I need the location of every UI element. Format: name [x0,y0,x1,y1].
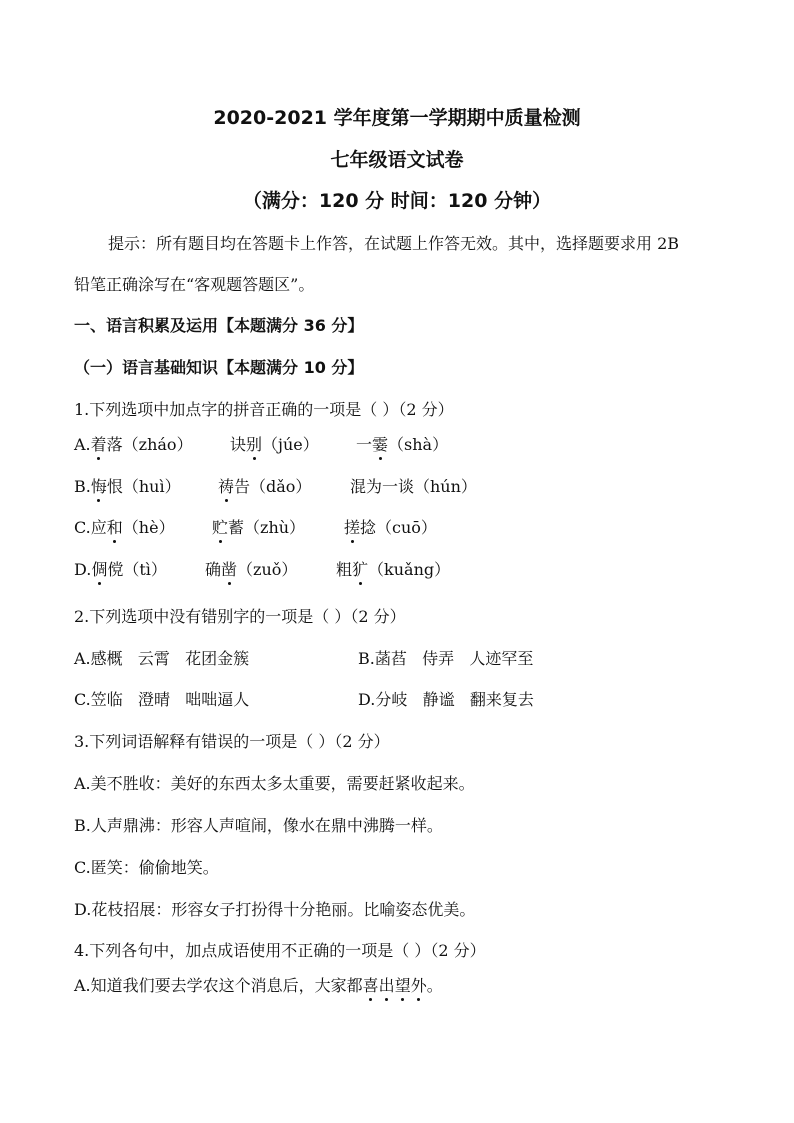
q1-option-a-word-2: 诀别（júe） [230,435,319,454]
exam-subtitle: 七年级语文试卷 [330,149,464,171]
dotted-char: 霎 [372,435,389,454]
q1-option-c-word-2: 贮蓄（zhù） [212,518,306,537]
q2-option-c[interactable]: C.笠临 澄晴 咄咄逼人 [74,690,250,709]
notice-line-1: 提示：所有题目均在答题卡上作答，在试题上作答无效。其中，选择题要求用 2B [108,234,680,253]
q1-option-b-word-2: 祷告（dǎo） [218,477,312,496]
question-4-stem: 4.下列各句中，加点成语使用不正确的一项是（ ）（2 分） [74,941,486,960]
dotted-char: 贮 [212,518,229,537]
dotted-char: 望 [394,976,411,995]
dotted-char: 倜 [91,560,108,579]
dotted-char: 祷 [218,477,235,496]
q1-option-d-word-2: 确凿（zuǒ） [205,560,298,579]
dotted-char: 喜 [362,976,379,995]
q3-option-b[interactable]: B.人声鼎沸：形容人声喧闹，像水在鼎中沸腾一样。 [74,816,443,835]
dotted-char: 着 [90,435,107,454]
dotted-char: 和 [106,518,123,537]
notice-line-2: 铅笔正确涂写在“客观题答题区”。 [74,275,315,294]
dotted-char: 出 [378,976,395,995]
dotted-char: 搓 [344,518,361,537]
option-label: D. [74,560,92,579]
option-label: A. [74,435,91,454]
section-heading: 一、语言积累及运用【本题满分 36 分】 [74,316,364,335]
q1-option-b[interactable]: B.悔恨（huì） [74,477,181,496]
q4-option-a[interactable]: A.知道我们要去学农这个消息后，大家都喜出望外。 [74,976,443,995]
q1-option-a-word-3: 一霎（shà） [356,435,449,454]
dotted-char: 犷 [352,560,369,579]
q3-option-c[interactable]: C.匿笑：偷偷地笑。 [74,858,219,877]
q2-option-a[interactable]: A.感概 云霄 花团金簇 [74,649,250,668]
question-2-stem: 2.下列选项中没有错别字的一项是（ ）（2 分） [74,607,406,626]
q2-option-d[interactable]: D.分岐 静谧 翻来复去 [358,690,534,709]
dotted-char: 悔 [90,477,107,496]
q1-option-d[interactable]: D.倜傥（tì） [74,560,167,579]
option-label: B. [74,477,91,496]
dotted-char: 凿 [221,560,238,579]
q1-option-b-word-3: 混为一谈（hún） [350,477,477,496]
dotted-char: 外 [410,976,427,995]
option-label: C. [74,518,91,537]
q2-option-b[interactable]: B.菡萏 侍弄 人迹罕至 [358,649,534,668]
q3-option-a[interactable]: A.美不胜收：美好的东西太多太重要，需要赶紧收起来。 [74,774,475,793]
q1-option-d-word-3: 粗犷（kuǎng） [336,560,451,579]
q1-option-a[interactable]: A.着落（zháo） [74,435,193,454]
q1-option-c-word-3: 搓捻（cuō） [344,518,437,537]
q1-option-c[interactable]: C.应和（hè） [74,518,175,537]
question-3-stem: 3.下列词语解释有错误的一项是（ ）（2 分） [74,732,390,751]
subsection-heading: （一）语言基础知识【本题满分 10 分】 [74,358,364,377]
q3-option-d[interactable]: D.花枝招展：形容女子打扮得十分艳丽。比喻姿态优美。 [74,900,476,919]
dotted-char: 别 [246,435,263,454]
exam-title: 2020-2021 学年度第一学期期中质量检测 [213,107,581,129]
score-time-info: （满分：120 分 时间：120 分钟） [242,190,552,212]
question-1-stem: 1.下列选项中加点字的拼音正确的一项是（ ）（2 分） [74,400,454,419]
